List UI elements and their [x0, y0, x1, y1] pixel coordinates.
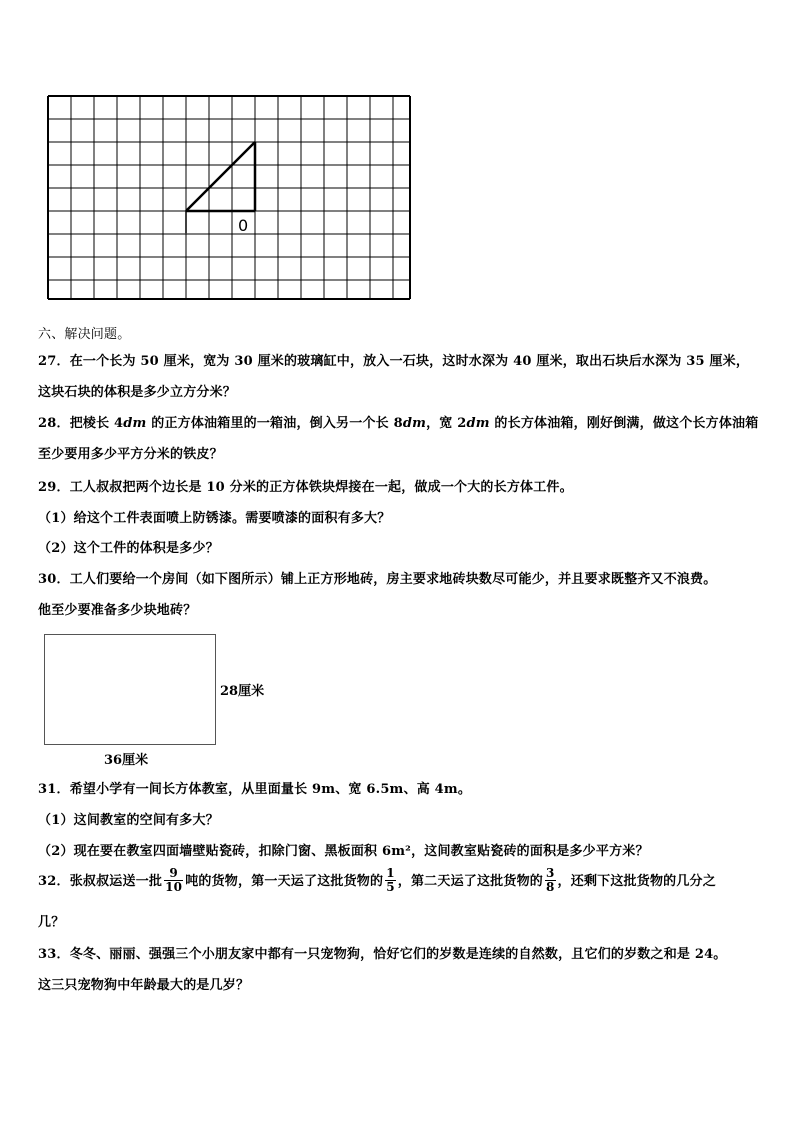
q28-unit-b: dm	[402, 416, 427, 431]
q29-sub1: （1）给这个工件表面喷上防锈漆。需要喷漆的面积有多大？	[38, 511, 391, 526]
q28-line2: 至少要用多少平方分米的铁皮？	[38, 447, 223, 462]
q32-fraction-1	[164, 867, 183, 894]
q32-text-b: 吨的货物，第一天运了这批货物的	[185, 874, 384, 889]
q29-line1: 29．工人叔叔把两个边长是 10 分米的正方体铁块焊接在一起，做成一个大的长方体工件。	[38, 480, 573, 495]
q32-text-d: ，还剩下这批货物的几分之	[557, 874, 716, 889]
room-height-label: 28厘米	[220, 684, 265, 699]
q30-line2: 他至少要准备多少块地砖？	[38, 603, 197, 618]
q28-text-c: ，宽 2	[426, 416, 467, 431]
fraction-numerator: 9	[169, 866, 178, 880]
room-width-label: 36厘米	[104, 753, 149, 768]
q33-line1: 33．冬冬、丽丽、强强三个小朋友家中都有一只宠物狗，恰好它们的岁数是连续的自然数，且它们的岁数之和是 24。	[38, 947, 727, 962]
q31-sub1: （1）这间教室的空间有多大？	[38, 813, 219, 828]
q32-line2: 几？	[38, 915, 65, 930]
q28-text-d: 的长方体油箱，刚好倒满，做这个长方体油箱	[489, 416, 759, 431]
q28-text-b: 的正方体油箱里的一箱油，倒入另一个长 8	[146, 416, 403, 431]
q31-line1: 31．希望小学有一间长方体教室，从里面量长 9m、宽 6.5m、高 4m。	[38, 782, 472, 797]
q32-fraction-3	[545, 867, 556, 894]
q32-fraction-2	[385, 867, 396, 894]
right-triangle	[186, 142, 255, 211]
section-title: 六、解决问题。	[38, 327, 131, 342]
q31-sub2: （2）现在要在教室四面墙壁贴瓷砖，扣除门窗、黑板面积 6m²，这间教室贴瓷砖的面积是多少平方米？	[38, 844, 649, 859]
room-rectangle	[44, 634, 216, 745]
origin-label: 0	[238, 216, 249, 235]
fraction-denominator: 10	[165, 880, 183, 894]
q28-unit-a: dm	[123, 416, 147, 431]
q27-line1: 27．在一个长为 50 厘米，宽为 30 厘米的玻璃缸中，放入一石块，这时水深为 40 厘米，取出石块后水深为 35 厘米，	[38, 354, 750, 369]
q28-text-a: 28．把棱长 4	[38, 416, 124, 431]
q27-line2: 这块石块的体积是多少立方分米？	[38, 385, 237, 400]
q33-line2: 这三只宠物狗中年龄最大的是几岁？	[38, 978, 250, 993]
q28-line1	[38, 415, 758, 433]
q32-text-a: 32．张叔叔运送一批	[38, 874, 163, 889]
q30-line1: 30．工人们要给一个房间（如下图所示）铺上正方形地砖，房主要求地砖块数尽可能少，并且要求既整齐又不浪费。	[38, 572, 717, 587]
grid-figure	[46, 95, 412, 300]
fraction-denominator: 8	[545, 880, 555, 894]
grid-paper	[46, 95, 412, 300]
q29-sub2: （2）这个工件的体积是多少？	[38, 541, 219, 556]
fraction-numerator: 3	[545, 866, 555, 880]
q28-unit-c: dm	[466, 416, 490, 431]
q32-text-c: ，第二天运了这批货物的	[397, 874, 543, 889]
fraction-denominator: 5	[386, 880, 395, 894]
q32-line1	[38, 866, 716, 898]
fraction-numerator: 1	[386, 866, 395, 880]
